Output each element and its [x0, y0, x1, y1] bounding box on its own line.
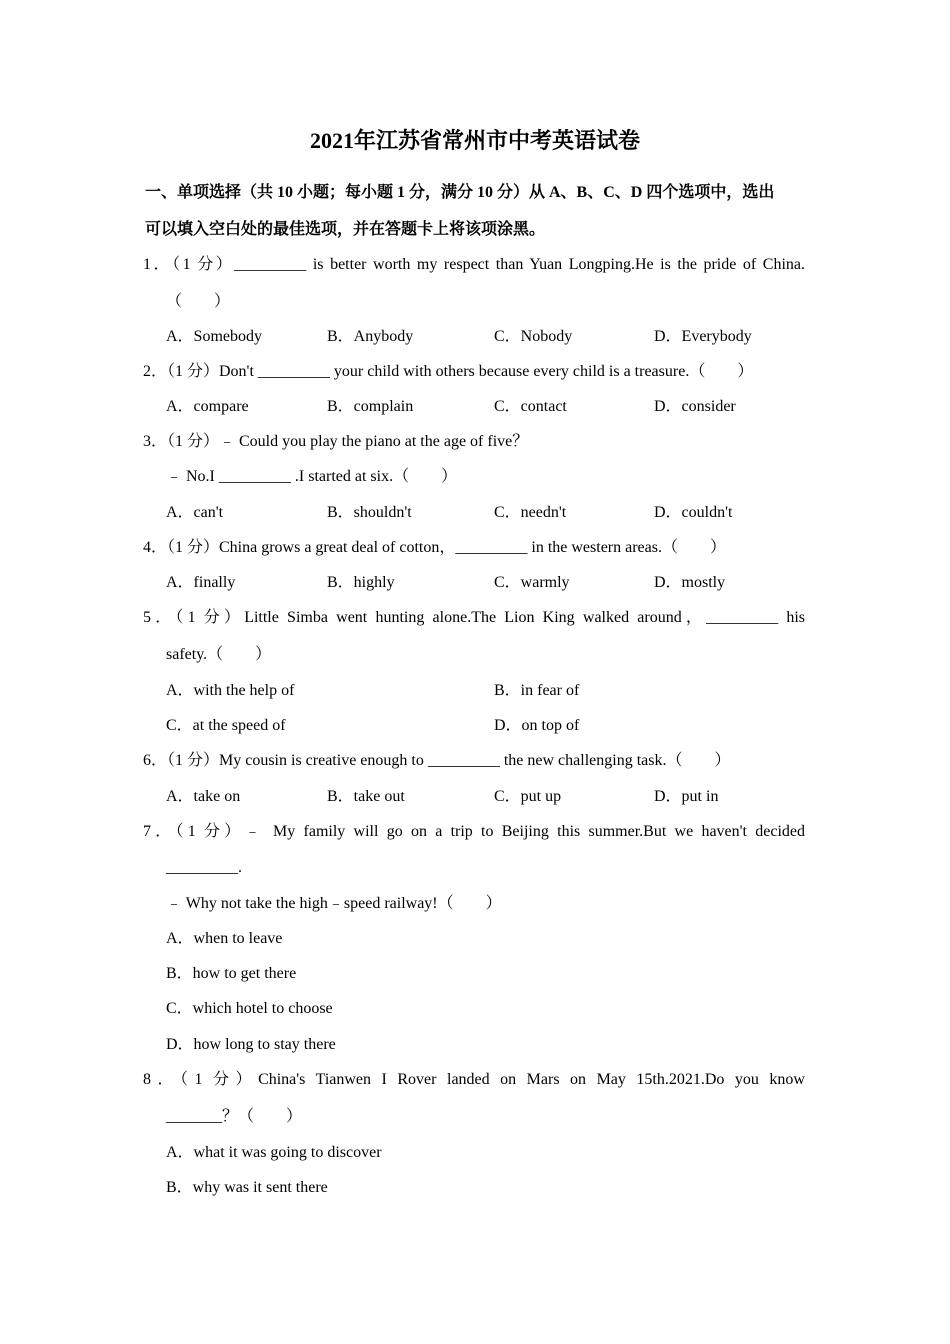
question-5-option-a: A．with the help of	[166, 682, 295, 699]
question-4-stem: 4．（1 分）China grows a great deal of cotton，_________ in the western areas.（ ）	[143, 539, 726, 556]
question-2-option-c: C．contact	[494, 398, 567, 415]
question-3-stem-cont: ﹣ No.I _________ .I started at six.（ ）	[166, 468, 458, 485]
question-5-option-b: B．in fear of	[494, 682, 580, 699]
section-heading-line2: 可以填入空白处的最佳选项，并在答题卡上将该项涂黑。	[145, 221, 546, 238]
question-2-stem: 2．（1 分）Don't _________ your child with others because every child is a treasure.（ ）	[143, 363, 754, 380]
question-7-option-c: C．which hotel to choose	[166, 1000, 333, 1017]
question-6-option-d: D．put in	[654, 788, 719, 805]
question-7-dialogue-reply: ﹣ Why not take the high﹣speed railway!（ ）	[166, 895, 502, 912]
question-4-option-d: D．mostly	[654, 574, 726, 591]
question-3-stem: 3．（1 分）﹣ Could you play the piano at the age of five？	[143, 433, 529, 450]
question-6-option-a: A．take on	[166, 788, 241, 805]
question-5-option-c: C．at the speed of	[166, 717, 286, 734]
question-5-stem: 5．（1 分）Little Simba went hunting alone.The Lion King walked around，_________ his	[143, 609, 805, 626]
question-2-option-d: D．consider	[654, 398, 736, 415]
question-3-option-d: D．couldn't	[654, 504, 733, 521]
question-1-option-a: A．Somebody	[166, 328, 263, 345]
section-heading-line1: 一、单项选择（共 10 小题；每小题 1 分，满分 10 分）从 A、B、C、D 四个选项中，选出	[145, 184, 775, 201]
question-3-option-c: C．needn't	[494, 504, 567, 521]
question-2-option-b: B．complain	[327, 398, 414, 415]
question-4-option-b: B．highly	[327, 574, 395, 591]
question-3-option-a: A．can't	[166, 504, 224, 521]
question-7-stem: 7．（1 分）﹣ My family will go on a trip to Beijing this summer.But we haven't decided	[143, 823, 805, 840]
question-1-stem-cont: （ ）	[166, 293, 231, 310]
question-8-option-a: A．what it was going to discover	[166, 1144, 382, 1161]
question-8-option-b: B．why was it sent there	[166, 1179, 328, 1196]
question-4-option-a: A．finally	[166, 574, 236, 591]
question-8-stem-cont: _______？（ ）	[166, 1108, 303, 1125]
question-1-stem: 1．（1 分）_________ is better worth my respect than Yuan Longping.He is the pride of China.	[143, 256, 805, 273]
question-1-option-b: B．Anybody	[327, 328, 414, 345]
question-6-option-c: C．put up	[494, 788, 562, 805]
question-6-stem: 6．（1 分）My cousin is creative enough to _________ the new challenging task.（ ）	[143, 752, 731, 769]
question-7-option-a: A．when to leave	[166, 930, 283, 947]
question-2-option-a: A．compare	[166, 398, 249, 415]
question-5-stem-cont: safety.（ ）	[166, 646, 272, 663]
question-6-option-b: B．take out	[327, 788, 405, 805]
question-4-option-c: C．warmly	[494, 574, 570, 591]
question-7-stem-cont: _________.	[166, 859, 242, 876]
question-3-option-b: B．shouldn't	[327, 504, 412, 521]
exam-title: 2021年江苏省常州市中考英语试卷	[309, 128, 640, 153]
question-7-option-b: B．how to get there	[166, 965, 297, 982]
question-1-option-c: C．Nobody	[494, 328, 573, 345]
question-1-option-d: D．Everybody	[654, 328, 752, 345]
question-5-option-d: D．on top of	[494, 717, 580, 734]
question-7-option-d: D．how long to stay there	[166, 1036, 336, 1053]
question-8-stem: 8．（1 分）China's Tianwen I Rover landed on Mars on May 15th.2021.Do you know	[143, 1071, 805, 1088]
